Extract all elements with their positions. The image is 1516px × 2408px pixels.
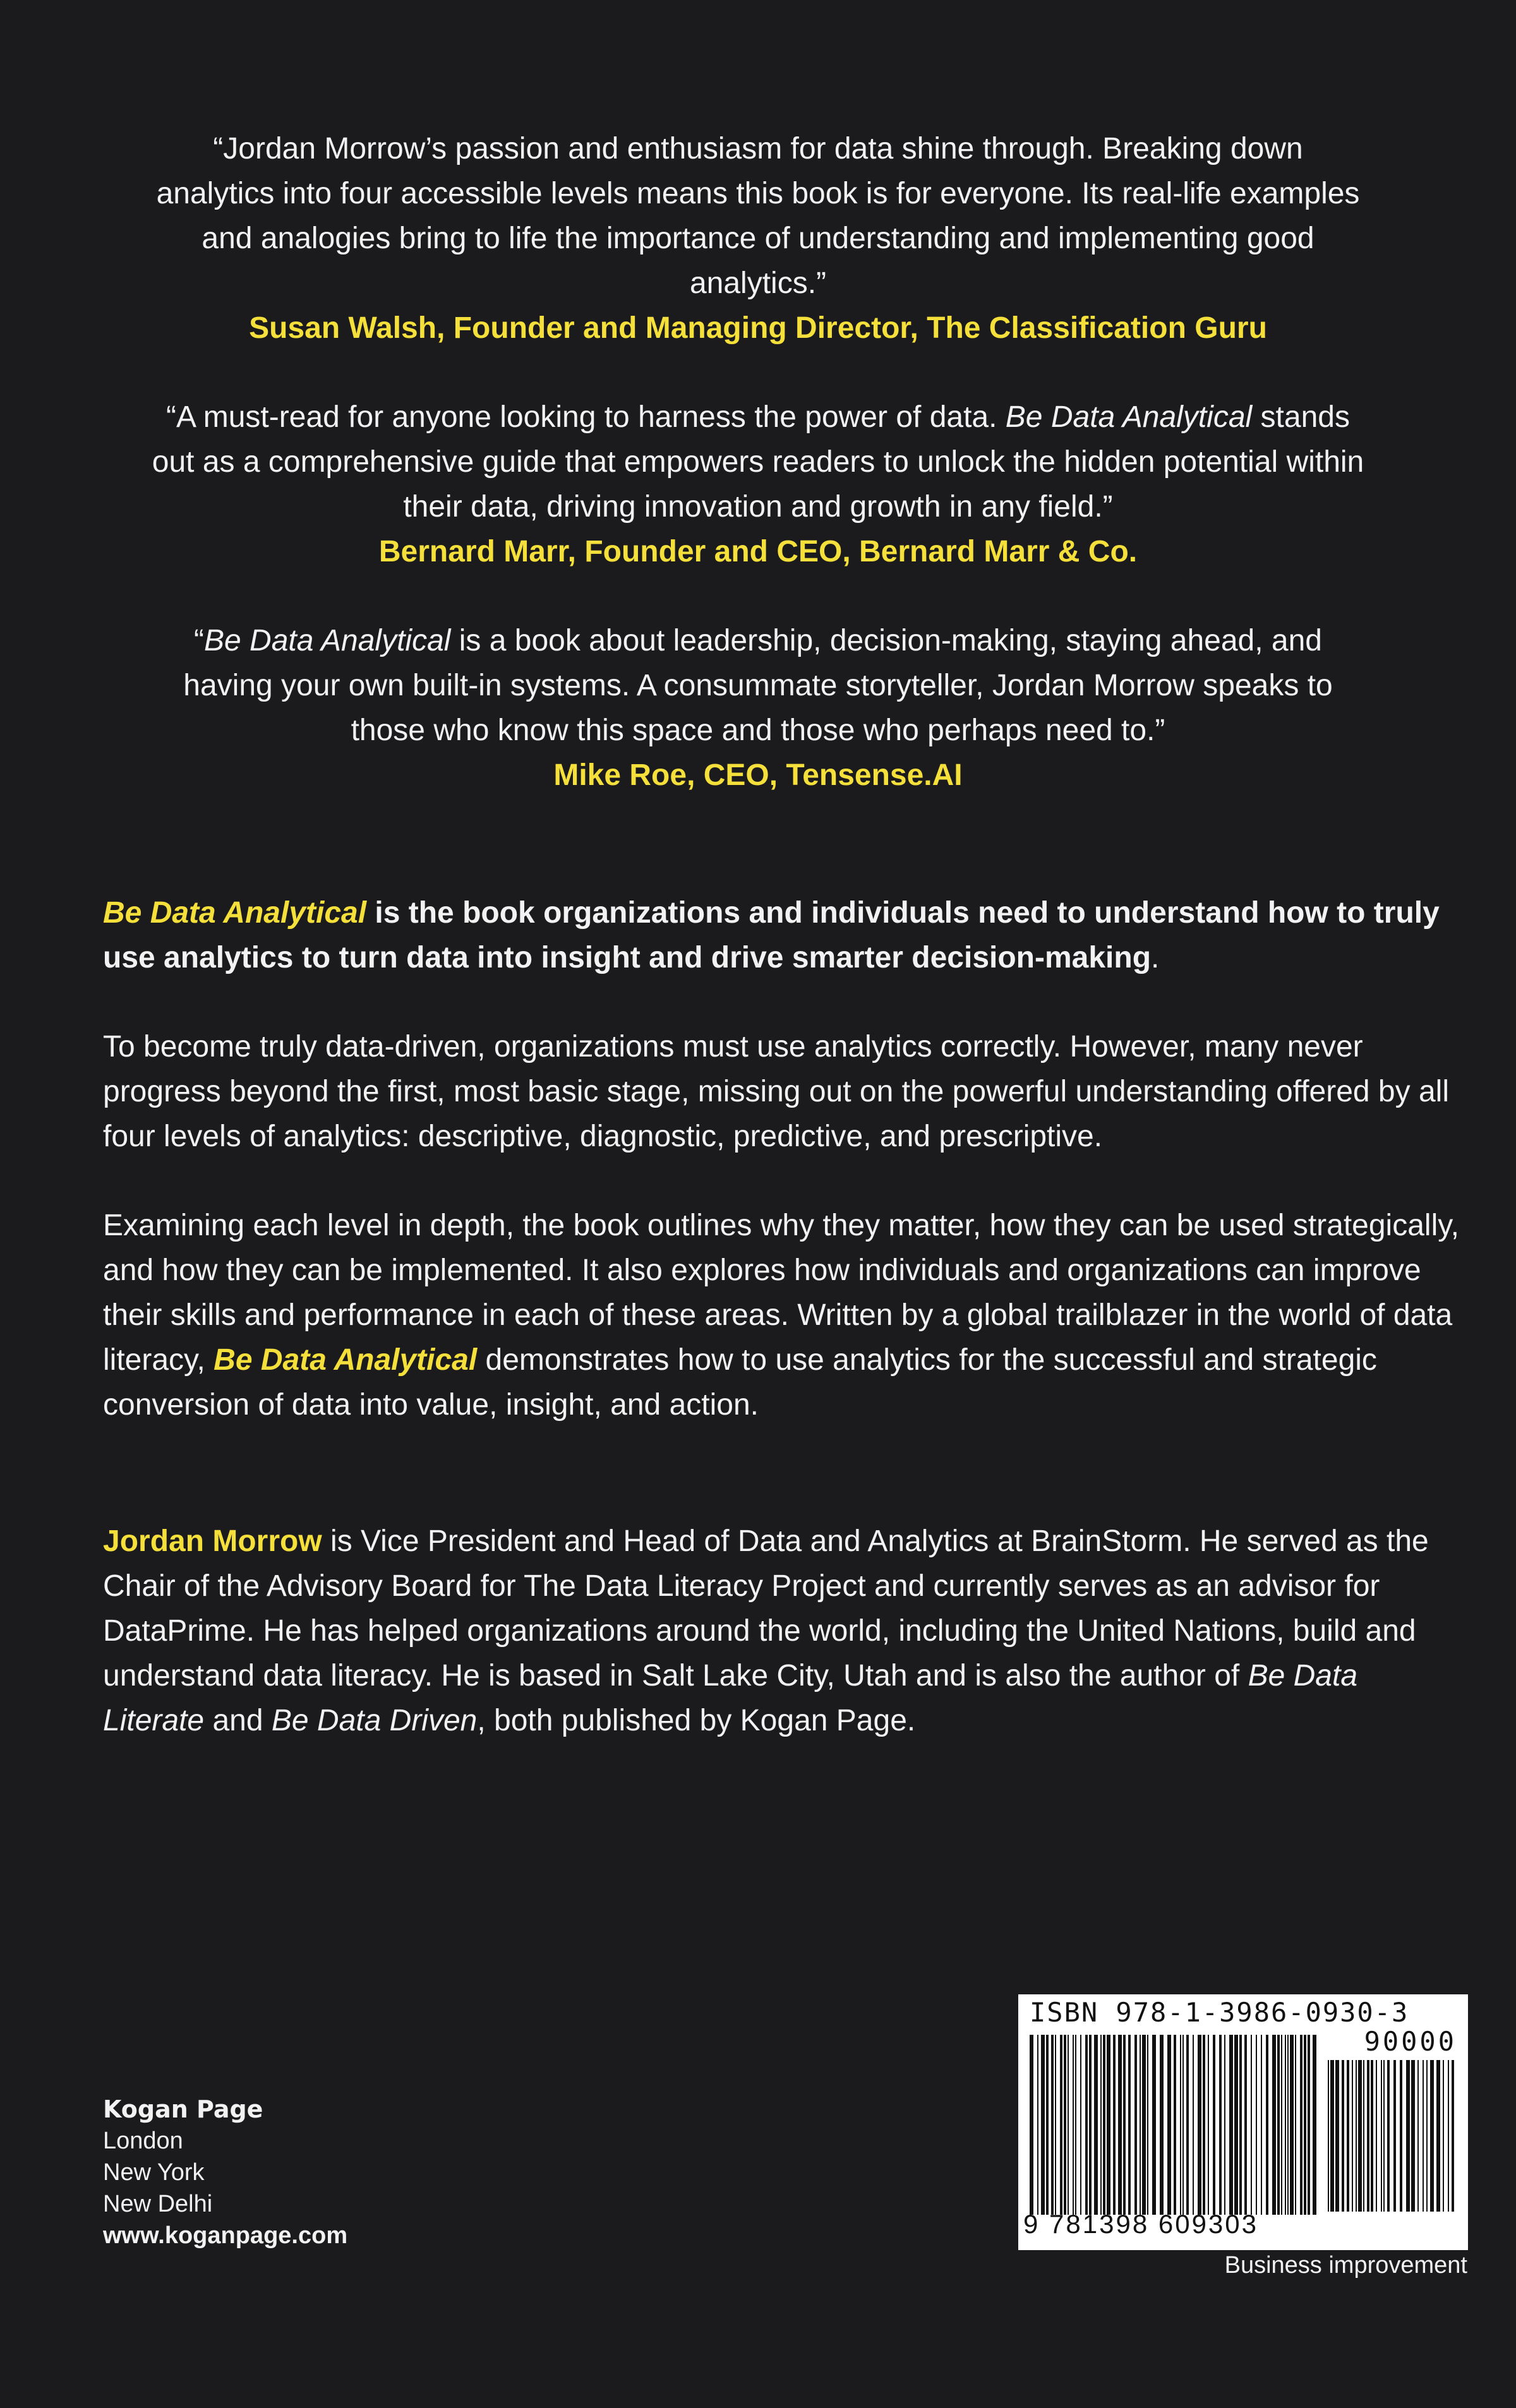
quote-text-end: stands out as a comprehensive guide that empowers readers to unlock the hidden potential within their data, driving innovation and growth in any field.”	[152, 400, 1364, 524]
book-title: Be Data Literate	[103, 1659, 1358, 1737]
book-title: Be Data Analytical	[1005, 400, 1253, 434]
barcode-bars	[1030, 2035, 1320, 2215]
quote-attribution: Mike Roe, CEO, Tensense.AI	[553, 758, 963, 792]
description-paragraph	[103, 1203, 1461, 1427]
bio-text: is Vice President and Head of Data and Analytics at BrainStorm. He served as the Chair of the Advisory Board for The Data Literacy Project and currently serves as an advisor for DataPrime. He has helped organizations around the world, including the United Nations, build and understand data literacy. He is based in Salt Lake City, Utah and is also the author of	[103, 1524, 1429, 1692]
author-bio	[103, 1519, 1461, 1743]
lead-text: is the book organizations and individuals need to understand how to truly use analytics to turn data into insight and drive smarter decision-making	[103, 896, 1440, 974]
description-paragraph: To become truly data-driven, organizations must use analytics correctly. However, many never progress beyond the first, most basic stage, missing out on the powerful understanding offered by all four levels of analytics: descriptive, diagnostic, predictive, and prescriptive.	[103, 1030, 1449, 1153]
author-name: Jordan Morrow	[103, 1524, 322, 1558]
quote-text-start: “A must-read for anyone looking to harness the power of data.	[166, 400, 1006, 434]
quote-text	[152, 395, 1364, 529]
publisher-city: New York	[103, 2159, 205, 2186]
quote-attribution: Susan Walsh, Founder and Managing Director, The Classification Guru	[249, 311, 1267, 345]
publisher-url: www.koganpage.com	[103, 2222, 348, 2249]
quote-text: “Jordan Morrow’s passion and enthusiasm for data shine through. Breaking down analytics into four accessible levels means this book is for everyone. Its real-life examples and analogies bring to life the importance of understanding and implementing good analytics.”	[156, 132, 1360, 300]
bio-text: and	[204, 1704, 272, 1737]
publisher-block	[103, 2094, 347, 2251]
quote-text-end: is a book about leadership, decision-making, staying ahead, and having your own built-in systems. A consummate storyteller, Jordan Morrow speaks to those who know this space and those who perhaps need to.”	[183, 624, 1333, 747]
publisher-city: London	[103, 2128, 183, 2154]
quote-text	[152, 618, 1364, 753]
endorsement-roe	[152, 618, 1364, 798]
publisher-city: New Delhi	[103, 2191, 213, 2217]
book-title: Be Data Driven	[271, 1704, 478, 1737]
bio-text: , both published by Kogan Page.	[477, 1704, 916, 1737]
book-title: Be Data Analytical	[214, 1343, 478, 1377]
quote-attribution: Bernard Marr, Founder and CEO, Bernard Marr & Co.	[378, 535, 1138, 568]
paragraph-text: Examining each level in depth, the book outlines why they matter, how they can be used strategically, and how they can be implemented. It also explores how individuals and organizations can improve their skills and performance in each of these areas. Written by a global trailblazer in the world of data literacy,	[103, 1209, 1460, 1377]
description-lead	[103, 890, 1461, 980]
endorsements	[152, 126, 1364, 842]
endorsement-marr	[152, 395, 1364, 574]
isbn-label: ISBN 978-1-3986-0930-3	[1030, 1997, 1409, 2028]
quote-text-start: “	[194, 624, 204, 657]
book-title: Be Data Analytical	[103, 896, 367, 930]
book-description	[103, 890, 1461, 1471]
isbn-barcode	[1018, 1994, 1468, 2250]
endorsement-walsh	[152, 126, 1364, 350]
addon-barcode-bars	[1328, 2060, 1457, 2212]
price-code: 90000	[1364, 2026, 1457, 2057]
book-title: Be Data Analytical	[204, 624, 451, 657]
subject-category: Business improvement	[1224, 2252, 1467, 2279]
publisher-name: Kogan Page	[103, 2095, 263, 2123]
paragraph-text: demonstrates how to use analytics for the successful and strategic conversion of data into value, insight, and action.	[103, 1343, 1377, 1422]
lead-period: .	[1151, 941, 1160, 974]
ean-digits: 9 781398 609303	[1023, 2209, 1258, 2239]
